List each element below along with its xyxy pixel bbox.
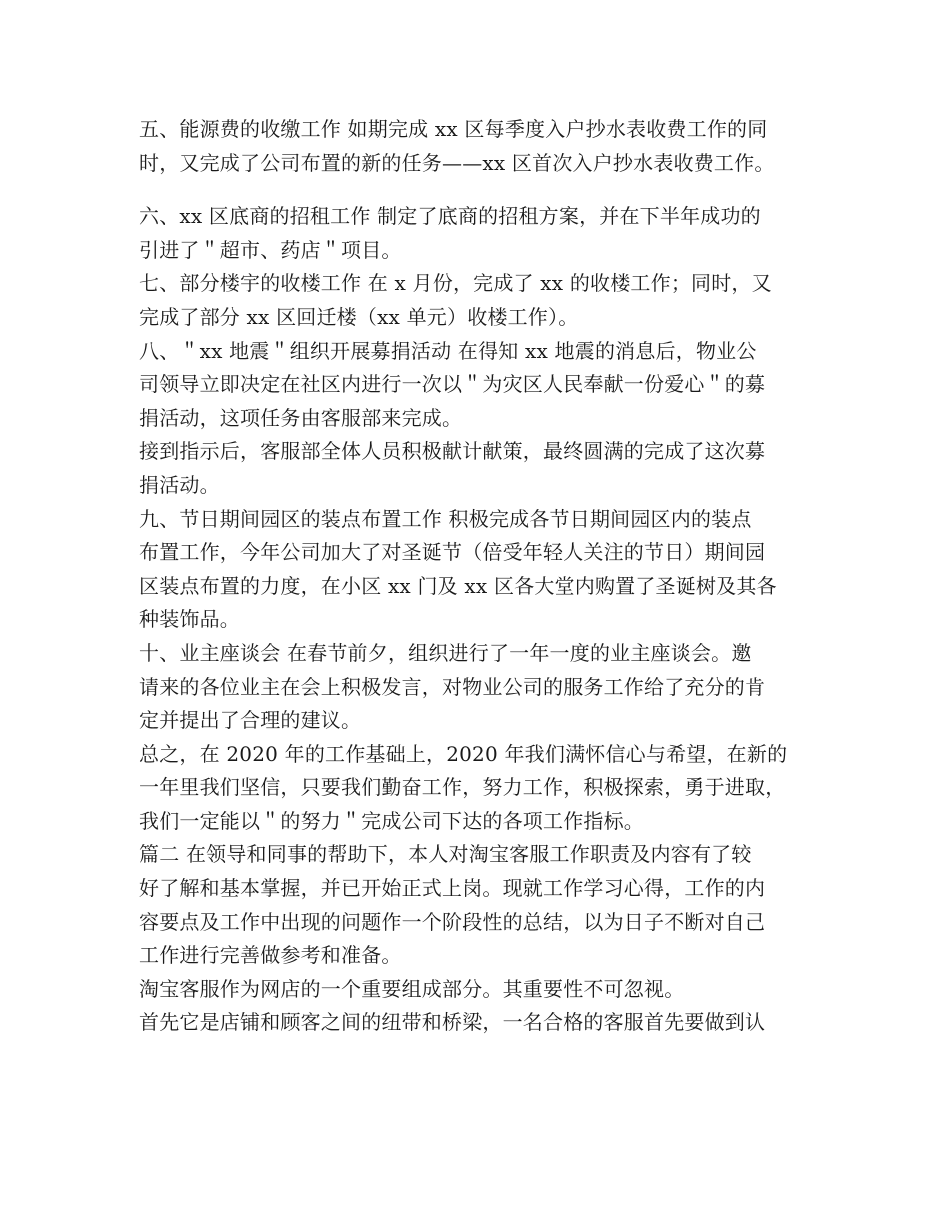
text-line: 一年里我们坚信，只要我们勤奋工作，努力工作，积极探索，勇于进取，	[139, 775, 786, 800]
text-line: 九、节日期间园区的装点布置工作 积极完成各节日期间园区内的装点	[139, 506, 752, 531]
text-line: 八、＂xx 地震＂组织开展募捐活动 在得知 xx 地震的消息后，物业公	[139, 338, 757, 363]
text-line: 好了解和基本掌握，并已开始正式上岗。现就工作学习心得，工作的内	[139, 876, 766, 901]
text-line: 定并提出了合理的建议。	[139, 708, 362, 733]
document-body	[139, 113, 829, 1040]
text-line: 时，又完成了公司布置的新的任务——xx 区首次入户抄水表收费工作。	[139, 150, 775, 175]
text-line: 篇二 在领导和同事的帮助下，本人对淘宝客服工作职责及内容有了较	[139, 842, 752, 867]
text-line: 六、xx 区底商的招租工作 制定了底商的招租方案，并在下半年成功的	[139, 204, 761, 229]
text-line: 总之，在 2020 年的工作基础上，2020 年我们满怀信心与希望，在新的	[139, 741, 788, 766]
text-line: 完成了部分 xx 区回迁楼（xx 单元）收楼工作）。	[139, 304, 579, 329]
text-line: 引进了＂超市、药店＂项目。	[139, 237, 402, 262]
text-line: 区装点布置的力度，在小区 xx 门及 xx 区各大堂内购置了圣诞树及其各	[139, 573, 777, 598]
text-line: 种装饰品。	[139, 607, 240, 632]
text-line: 容要点及工作中出现的问题作一个阶段性的总结，以为日子不断对自己	[139, 909, 766, 934]
text-line: 布置工作，今年公司加大了对圣诞节（倍受年轻人关注的节日）期间园	[139, 540, 766, 565]
text-line: 十、业主座谈会 在春节前夕，组织进行了一年一度的业主座谈会。邀	[139, 640, 752, 665]
text-line: 工作进行完善做参考和准备。	[139, 943, 402, 968]
text-line: 首先它是店铺和顾客之间的纽带和桥梁，一名合格的客服首先要做到认	[139, 1010, 766, 1035]
text-line: 七、部分楼宇的收楼工作 在 x 月份，完成了 xx 的收楼工作；同时，又	[139, 271, 772, 296]
text-line: 请来的各位业主在会上积极发言，对物业公司的服务工作给了充分的肯	[139, 674, 766, 699]
text-line: 捐活动，这项任务由客服部来完成。	[139, 405, 463, 430]
text-line: 捐活动。	[139, 472, 220, 497]
text-line: 五、能源费的收缴工作 如期完成 xx 区每季度入户抄水表收费工作的同	[139, 117, 768, 141]
paragraph-gap	[139, 180, 829, 200]
text-line: 接到指示后，客服部全体人员积极献计献策，最终圆满的完成了这次募	[139, 439, 766, 464]
text-line: 淘宝客服作为网店的一个重要组成部分。其重要性不可忽视。	[139, 976, 685, 1001]
text-line: 我们一定能以＂的努力＂完成公司下达的各项工作指标。	[139, 808, 644, 833]
text-line: 司领导立即决定在社区内进行一次以＂为灾区人民奉献一份爱心＂的募	[139, 372, 766, 397]
